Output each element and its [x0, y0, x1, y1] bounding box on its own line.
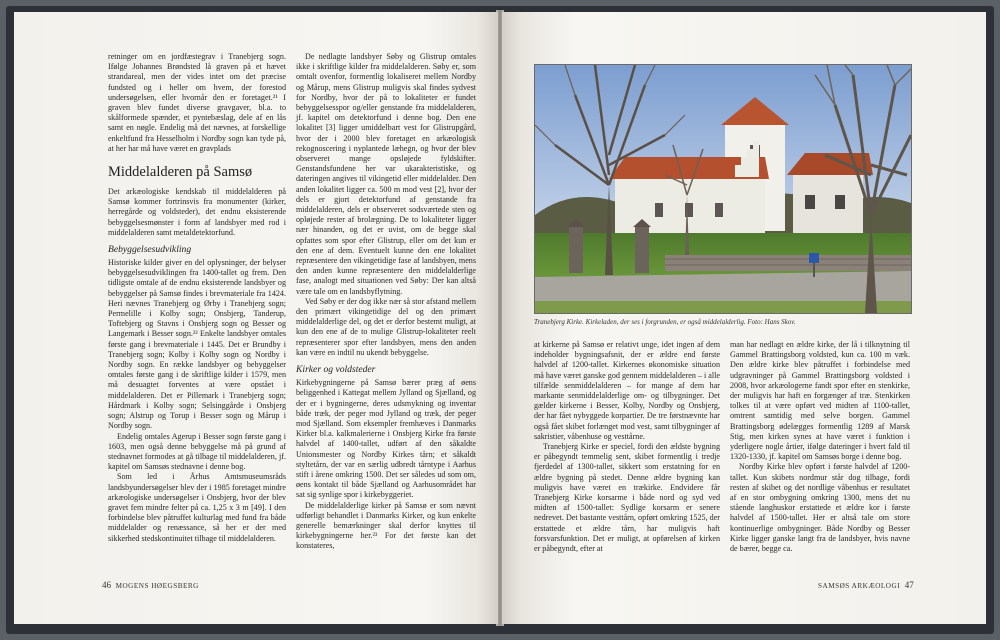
paragraph: Ved Søby er der dog ikke nær så stor afstand mellem den primært vikingetidige del og den primært middelalderlige del, og det er derfor bestemt muligt, at kun den ene af de to mulige Glistrup-lokaliteter reelt repræsenterer spor efter landsbyen, mens den anden kan være en indtil nu ukendt bebyggelse.	[296, 296, 476, 357]
intro-paragraph: retninger om en jordfæstegrav i Tranebjerg sogn. Ifølge Johannes Brøndsted lå graven på et hævet strandareal, men der vides intet om det præcise fundsted og i heller om hvem, der forestod undersøgelsen, eller hvornår den er foretaget.²¹ I graven blev fundet diverse gravgaver, bl.a. to skålformede spænder, et pyntebæslag, dele af en lås samt en nøgle. Endelig må det nævnes, at forskellige enkeltfund fra Hesselholm i Nordby sogn kan tyde på, at her har må have været en gravplads	[108, 52, 286, 153]
running-head-section: SAMSØS ARKÆOLOGI	[818, 582, 901, 590]
left-folio	[102, 580, 199, 590]
paragraph: De middelalderlige kirker på Samsø er som nævnt udførligt behandlet i Danmarks Kirker, og kun enkelte generelle bemærkninger skal derfor knyttes til kirkebygningerne her.²³ For det første kan det konstateres,	[296, 500, 476, 551]
section-paragraph: Det arkæologiske kendskab til middelalderen på Samsø kommer fortrinsvis fra monumenter (kirker, herregårde og voldsteder), det endnu eksisterende bebyggelsesmønster i form af landsbyer med rod i middelalderen samt metaldetektorfund.	[108, 187, 286, 237]
paragraph: Nordby Kirke blev opført i første halvdel af 1200-tallet. Kun skibets nordmur står dog tilbage, fordi resten af skibet og det nordlige våbenhus er resultatet af en stor ombygning omkring 1300, mens det nu stående langhuskor erstattede et ældre kor i første halvdel af 1500-tallet. Her er altså tale om store kontinuerlige ombygninger. Både Nordby og Besser Kirke ligger ganske langt fra de landsbyer, hvis navne de bærer, begge ca.	[730, 462, 910, 554]
left-column-1	[108, 52, 286, 544]
right-folio	[818, 580, 914, 590]
subheading-kirker: Kirker og voldsteder	[296, 364, 376, 376]
church-illustration	[535, 65, 911, 313]
left-page	[14, 12, 498, 624]
paragraph: Historiske kilder giver en del oplysninger, der belyser bebyggelsesudviklingen fra 1400-tallet og frem. Den tidligste omtale af de endnu eksisterende landsbyer og bebyggelser på Samsø findes i brevmateriale fra 1424. Heri nævnes Tranebjerg og Ørby i Tranebjerg sogn; Permelille i Kolby sogn; Onsbjerg, Tanderup, Toftebjerg og Stavns i Onsbjerg sogn og Besser og Langemark i Besser sogn.²² Enkelte landsbyer omtales første gang i brevmateriale i 1445. Det er Brundby i Tranebjerg sogn; Kolby i Kolby sogn og Nordby i Nordby sogn. En række landsbyer og bebyggelser omtales første gang i de skriftlige kilder i 1579, men må desuagtet forventes at være opstået i middelalderen. Det er Pillemark i Tranebjerg sogn; Hårdmark i Kolby sogn; Selsinggårde i Onsbjerg sogn; Alstrup og Torup i Besser sogn og Mårup i Nordby sogn.	[108, 258, 286, 431]
section-heading: Middelalderen på Samsø	[108, 164, 253, 181]
book-spread	[6, 6, 994, 634]
running-head-author: MOGENS HØEGSBERG	[115, 582, 199, 590]
right-column-1	[534, 340, 720, 554]
paragraph: Kirkebygningerne på Samsø bærer præg af øens beliggenhed i Kattegat mellem Jylland og Sjælland, og der er i bygningerne, deres udsmykning og inventar både træk, der peger mod Jylland og træk, der peger mod Sjælland. Som eksempler fremhæves i Danmarks Kirker bl.a. kalkmalerierne i Onsbjerg Kirke fra første halvdel af 1400-tallet, udført af den såkaldte Unionsmester og Nordby Kirkes tårn; et såkaldt styltetårn, der var en særlig udbredt tårntype i Aarhus stift i årene omkring 1500. Det ser således ud som om, øens kontakt til både Sjælland og Aarhusområdet har sat sig synlige spor i kirkebyggeriet.	[296, 378, 476, 500]
paragraph: man har nedlagt en ældre kirke, der lå i tilknytning til Gammel Brattingsborg voldsted, kun ca. 100 m væk. Den ældre kirke blev påtruffet i forbindelse med udgravninger på Gammel Brattingsborg voldsted i 2008, hvor arkæologerne fandt spor efter en stenkirke, der muligvis har haft en forgænger af træ. Stenkirken tolkes til at være opført ved midten af 1100-tallet, omtrent samtidig med selve borgen. Gammel Brattingsborg ødelægges formentlig 1289 af Marsk Stig, men kirken synes at have været i funktion i yderligere nogle årtier, ifølge dateringer i hvert fald til 1320-1330, jf. kapitel om Samsøs borge i denne bog.	[730, 340, 910, 462]
paragraph: Tranebjerg Kirke er speciel, fordi den ældste bygning er påbegyndt temmelig sent, skibet formentlig i tredje fjerdedel af 1300-tallet, sikkert som erstatning for en ældre bygning på stedet. Denne ældre bygning kan muligvis have været en trækirke. Endvidere får Tranebjerg Kirke korsarme i både nord og syd ved midten af 1500-tallet: Sydlige korsarm er senere nedrevet. Det bastante vesttårn, opført omkring 1525, der erstattede et ældre tårn, har muligvis haft forsvarsfunktion. Det er muligt, at opførelsen af kirken er påbegyndt, efter at	[534, 442, 720, 554]
paragraph: De nedlagte landsbyer Søby og Glistrup omtales ikke i skriftlige kilder fra middelalderen. Søby er, som omtalt ovenfor, formentlig lokaliseret mellem Nordby og Mårup, mens Glistrup muligvis skal findes sydvest for Nordby, hvor der på to lokaliteter er fundet bebyggelsesspor og/eller genstande fra middelalderen, jf. kapitel om detektorfund i denne bog. Den ene lokalitet [3] ligger umiddelbart vest for Glistrupgård, hvor der i 2000 blev foretaget en arkæologisk rekognoscering i nyplantede læhegn, og hvor der blev observeret mange opsløjede fyldskifter. Genstandsfundene her var ukarakteristiske, og dateringen angives til vikingetid eller middelalder. Den anden lokalitet ligger ca. 500 m mod vest [2], hvor der dels er gjort detektorfund af genstande fra middelalderen, dels er observeret sodsværtede sten og opløjede rester af brolægning. De to lokaliteter ligger nær hinanden, og det er uvist, om de begge skal opfattes som spor efter Glistrup, eller om det kun er den ene af dem. Eventuelt kunne den ene lokalitet repræsentere den vikingetidige fase af landsbyen, mens den anden kunne repræsentere den middelalderlige fase, analogt med situationen ved Søby: Der kan altså være tale om en landsbyflytning.	[296, 52, 476, 296]
paragraph: Som led i Århus Amtsmuseumsråds landsbyundersøgelser blev der i 1985 foretaget mindre arkæologiske undersøgelser i Onsbjerg, hvor der blev gravet fem mindre felter på ca. 1,25 x 3 m [49]. I den forbindelse blev påtruffet kulturlag med fund fra både middelalder og renæssance, så her er der med sikkerhed stedskontinuitet tilbage til middelalderen.	[108, 472, 286, 543]
photo-caption: Tranebjerg Kirke. Kirkeladen, der ses i forgrunden, er også middelalderlig. Foto: Hans Skov.	[534, 318, 796, 326]
page-number: 47	[904, 580, 914, 590]
subheading-bebyggelse: Bebyggelsesudvikling	[108, 244, 192, 256]
page-number: 46	[102, 580, 111, 590]
left-column-2	[296, 52, 476, 552]
paragraph: at kirkerne på Samsø er relativt unge, idet ingen af dem indeholder bygningsafsnit, der er ældre end første halvdel af 1200-tallet. Kirkernes økonomiske situation må have været ganske god gennem middelalderen – i alle tilfælde senmiddelalderen – for mange af dem har markante senmiddelalderlige om- og tilbygninger. Det gælder kirkerne i Besser, Kolby, Nordby og Onsbjerg, der har fået nybyggede korpartier. De tre førstnævnte har også fået skibet forlænget mod vest, samt tilbygninger af sakristier, våbenhuse og vesttårne.	[534, 340, 720, 441]
church-photo	[534, 64, 912, 314]
right-page	[502, 12, 986, 624]
paragraph: Endelig omtales Agerup i Besser sogn første gang i 1603, men også denne bebyggelse må på grund af stednavnet formodes at gå tilbage til middelalderen, jf. kapitel om Samsøs stednavne i denne bog.	[108, 431, 286, 472]
right-column-2	[730, 340, 910, 554]
